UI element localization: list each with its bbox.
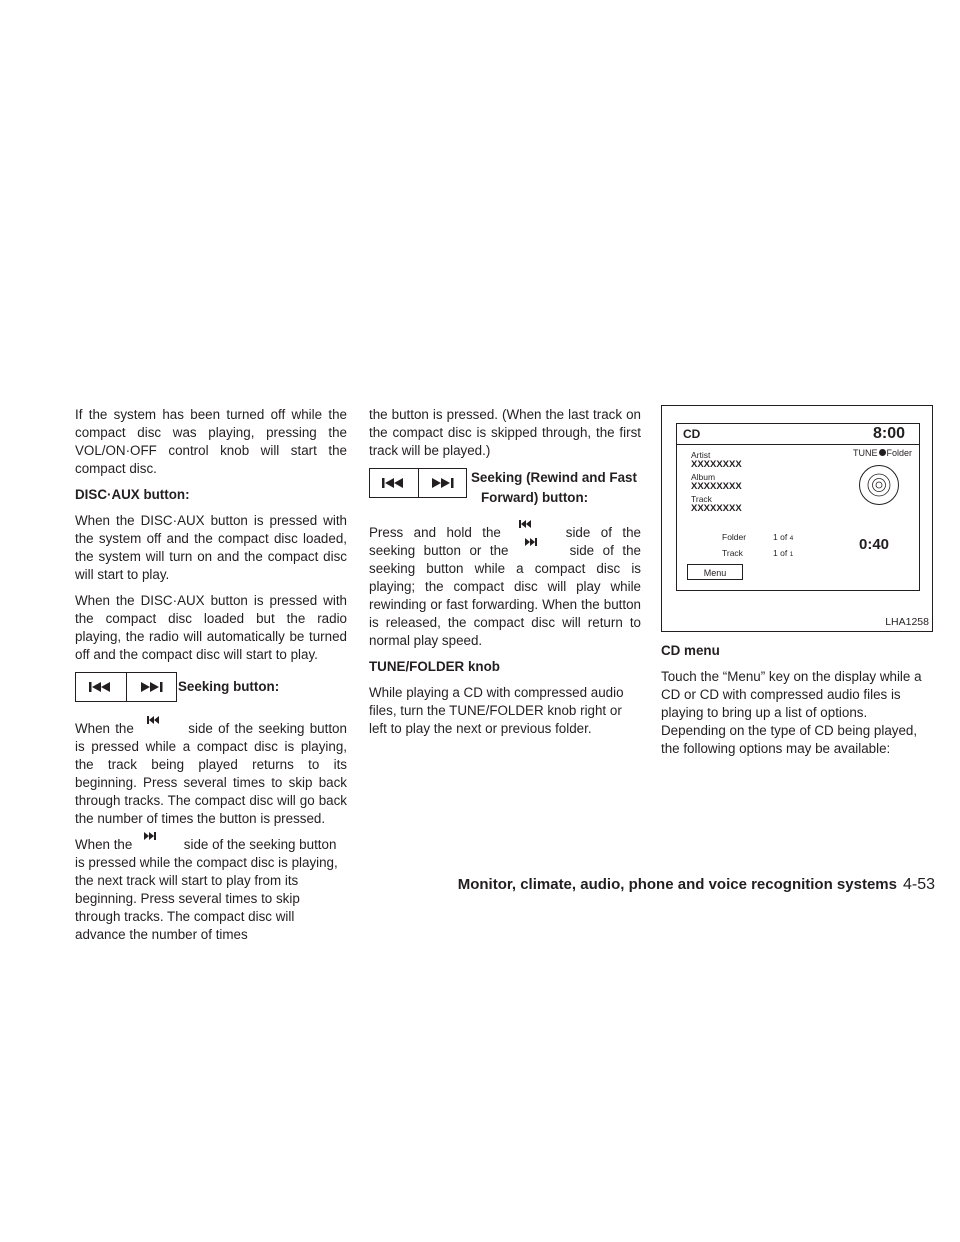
track-row-label: Track — [722, 548, 743, 558]
menu-key-label: Menu — [703, 568, 727, 578]
press-hold-text-2: side of the seeking button or the — [369, 525, 641, 558]
tune-folder-heading: TUNE/FOLDER knob — [369, 659, 500, 674]
seeking-button-illustration — [369, 468, 467, 498]
track-label: Track — [691, 494, 712, 504]
track-row-value-text: 1 of — [773, 548, 788, 558]
continued-paragraph: the button is pressed. (When the last track on the compact disc is skipped through, the first track will be played.) — [369, 407, 641, 458]
track-row-total: 1 — [789, 551, 794, 558]
clock: 8:00 — [872, 425, 905, 442]
cd-screen-figure — [661, 405, 933, 632]
source-label: CD — [683, 427, 701, 441]
when-the-text: When the — [75, 721, 134, 736]
folder-row-label: Folder — [722, 532, 747, 542]
page-footer — [450, 876, 935, 894]
seek-rewind-figure — [369, 468, 641, 510]
disc-aux-paragraph-2: When the DISC·AUX button is pressed with the compact disc loaded but the radio playing, the radio will automatically be turned off and the compact disc will start to play. — [75, 593, 347, 662]
tune-folder-hint — [853, 447, 912, 459]
seek-back-text: side of the seeking button is pressed while a compact disc is playing, the track being played returns to its beginning. Press several times to skip back through tracks. The compact disc will go back the number of times the button is pressed. — [75, 721, 347, 826]
tune-folder-paragraph: While playing a CD with compressed audio files, turn the TUNE/FOLDER knob right or left to play the next or previous folder. — [369, 685, 624, 736]
column-1 — [75, 406, 347, 952]
track-row-value — [773, 547, 793, 561]
skip-forward-icon — [517, 543, 561, 555]
artist-label: Artist — [691, 450, 711, 460]
seeking-button-label: Seeking button: — [178, 679, 280, 694]
seek-forward-paragraph — [75, 836, 347, 944]
when-the-text: When the — [75, 837, 133, 852]
seek-forward-text: side of the seeking button is pressed while the compact disc is playing, the next track will start to play from its beginning. Press several times to skip through tracks. The compact disc will advance the number of times — [75, 837, 338, 942]
skip-back-icon — [370, 469, 418, 497]
figure-code: LHA1258 — [885, 616, 929, 628]
tune-suffix: Folder — [886, 448, 913, 458]
tune-prefix: TUNE — [853, 448, 878, 458]
artist-value: XXXXXXXX — [691, 459, 742, 470]
disc-aux-paragraph-1: When the DISC·AUX button is pressed with the system off and the compact disc loaded, the system will turn on and the compact disc will start to play. — [75, 513, 347, 582]
seek-label-line-1: Seeking (Rewind and Fast — [471, 470, 637, 485]
skip-forward-icon — [126, 673, 177, 701]
skip-forward-icon — [418, 469, 467, 497]
column-2 — [369, 406, 641, 746]
folder-total: 4 — [789, 535, 794, 542]
album-label: Album — [691, 472, 716, 482]
press-hold-text-3: side of the seeking button while a compact disc is playing; the compact disc will play while rewinding or fast forwarding. When the button is released, the compact disc will return to normal play speed. — [369, 543, 641, 648]
seek-label-line-2: Forward) button: — [481, 490, 589, 505]
album-value: XXXXXXXX — [691, 481, 742, 492]
press-hold-paragraph — [369, 524, 641, 650]
column-3 — [661, 642, 933, 766]
cd-display-screen — [676, 423, 920, 591]
disc-aux-heading: DISC·AUX button: — [75, 487, 190, 502]
track-value: XXXXXXXX — [691, 503, 742, 514]
skip-back-icon — [511, 525, 555, 537]
menu-key[interactable] — [687, 564, 743, 580]
seek-rewind-label — [471, 468, 637, 508]
page-number: 4-53 — [902, 876, 935, 893]
skip-forward-icon — [136, 837, 180, 849]
cd-menu-paragraph: Touch the “Menu” key on the display while a CD or CD with compressed audio files is playing to bring up a list of options. Depending on the type of CD being played, the following options may be available: — [661, 669, 922, 756]
disc-icon — [858, 464, 900, 511]
seeking-button-figure — [75, 672, 347, 702]
intro-paragraph: If the system has been turned off while the compact disc was playing, pressing the VOL/ON·OFF control knob will start the compact disc. — [75, 407, 347, 476]
knob-icon — [879, 449, 886, 456]
seek-back-paragraph — [75, 720, 347, 828]
elapsed-time: 0:40 — [859, 536, 890, 553]
cd-menu-heading: CD menu — [661, 643, 720, 658]
seeking-button-illustration — [75, 672, 177, 702]
folder-row-value — [773, 531, 793, 545]
skip-back-icon — [139, 721, 183, 733]
press-hold-text-1: Press and hold the — [369, 525, 501, 540]
folder-value-text: 1 of — [773, 532, 788, 542]
section-title: Monitor, climate, audio, phone and voice recognition systems — [457, 876, 897, 893]
skip-back-icon — [76, 673, 126, 701]
